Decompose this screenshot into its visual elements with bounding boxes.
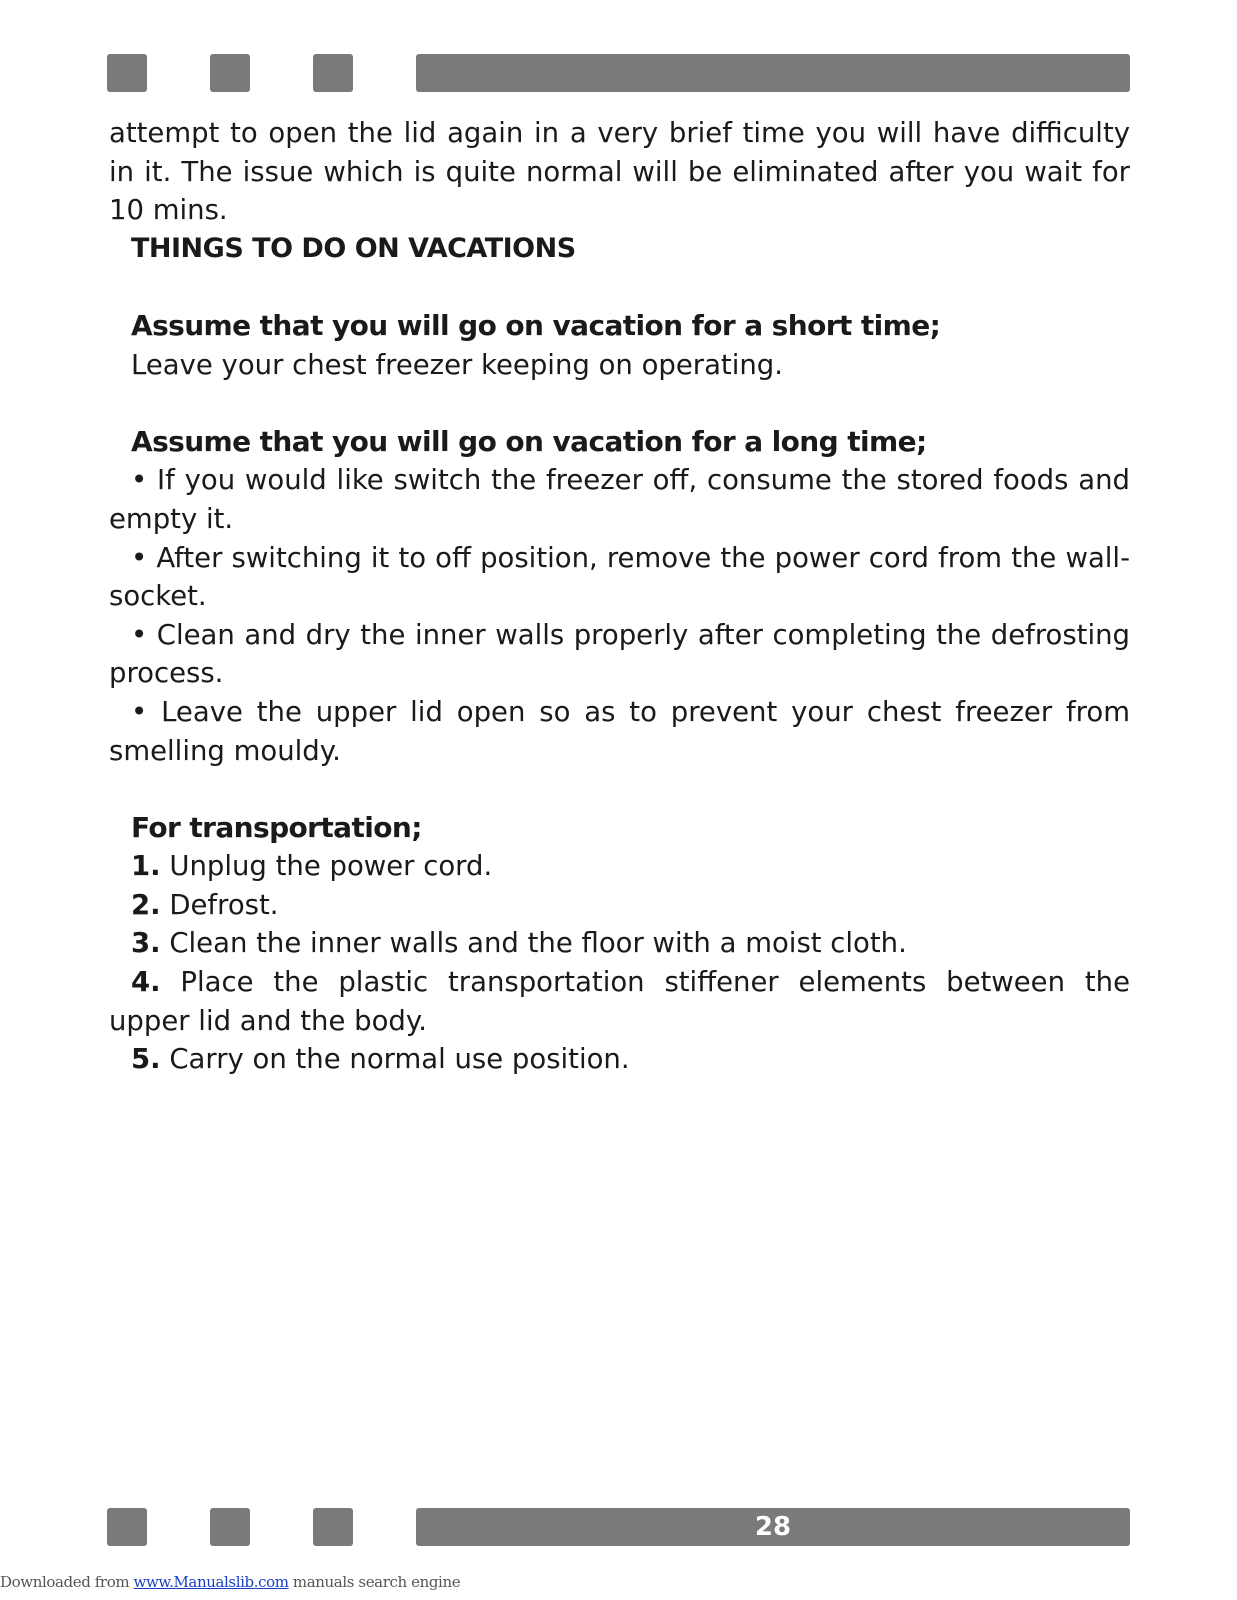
step-number: 4. bbox=[131, 966, 161, 999]
header-decor-bar bbox=[416, 54, 1130, 92]
page-number-bar bbox=[416, 1508, 1130, 1546]
transport-step bbox=[109, 886, 1130, 925]
transport-heading: For transportation; bbox=[131, 810, 422, 844]
long-vacation-bullet: • Leave the upper lid open so as to prevent your chest freezer from smelling mouldy. bbox=[109, 695, 1130, 767]
transport-step bbox=[109, 924, 1130, 963]
short-vacation-heading: Assume that you will go on vacation for a short time; bbox=[131, 308, 941, 342]
page-content bbox=[109, 114, 1130, 1079]
header-decor-square-2 bbox=[210, 54, 250, 92]
footer-decor-square-2 bbox=[210, 1508, 250, 1546]
long-vacation-bullet: • After switching it to off position, remove the power cord from the wall-socket. bbox=[109, 541, 1130, 613]
header-decor-square-1 bbox=[107, 54, 147, 92]
step-text: Carry on the normal use position. bbox=[160, 1043, 630, 1076]
step-number: 2. bbox=[131, 888, 161, 921]
footer-decor-square-3 bbox=[313, 1508, 353, 1546]
intro-paragraph: attempt to open the lid again in a very brief time you will have difficulty in it. The issue which is quite normal will be eliminated after you wait for 10 mins. bbox=[109, 117, 1130, 227]
long-vacation-heading: Assume that you will go on vacation for a long time; bbox=[131, 424, 927, 458]
manualslib-link[interactable]: www.Manualslib.com bbox=[133, 1573, 289, 1591]
footer-suffix: manuals search engine bbox=[288, 1573, 461, 1591]
page-number: 28 bbox=[754, 1512, 792, 1542]
short-vacation-text: Leave your chest freezer keeping on operating. bbox=[131, 348, 783, 381]
step-text: Place the plastic transportation stiffener elements between the upper lid and the body. bbox=[109, 966, 1130, 1037]
download-footer bbox=[0, 1573, 460, 1591]
long-vacation-bullet: • Clean and dry the inner walls properly after completing the defrosting process. bbox=[109, 618, 1130, 690]
transport-step bbox=[109, 847, 1130, 886]
step-text: Defrost. bbox=[160, 888, 279, 921]
transport-step bbox=[109, 963, 1130, 1040]
step-text: Unplug the power cord. bbox=[160, 850, 493, 883]
footer-decor-square-1 bbox=[107, 1508, 147, 1546]
long-vacation-bullet: • If you would like switch the freezer off, consume the stored foods and empty it. bbox=[109, 464, 1130, 535]
step-number: 1. bbox=[131, 850, 161, 883]
section-title: THINGS TO DO ON VACATIONS bbox=[131, 232, 576, 264]
footer-prefix: Downloaded from bbox=[0, 1573, 134, 1591]
transport-step bbox=[109, 1040, 1130, 1079]
header-decor-square-3 bbox=[313, 54, 353, 92]
step-number: 5. bbox=[131, 1043, 161, 1076]
step-text: Clean the inner walls and the floor with a moist cloth. bbox=[160, 927, 907, 960]
step-number: 3. bbox=[131, 927, 161, 960]
